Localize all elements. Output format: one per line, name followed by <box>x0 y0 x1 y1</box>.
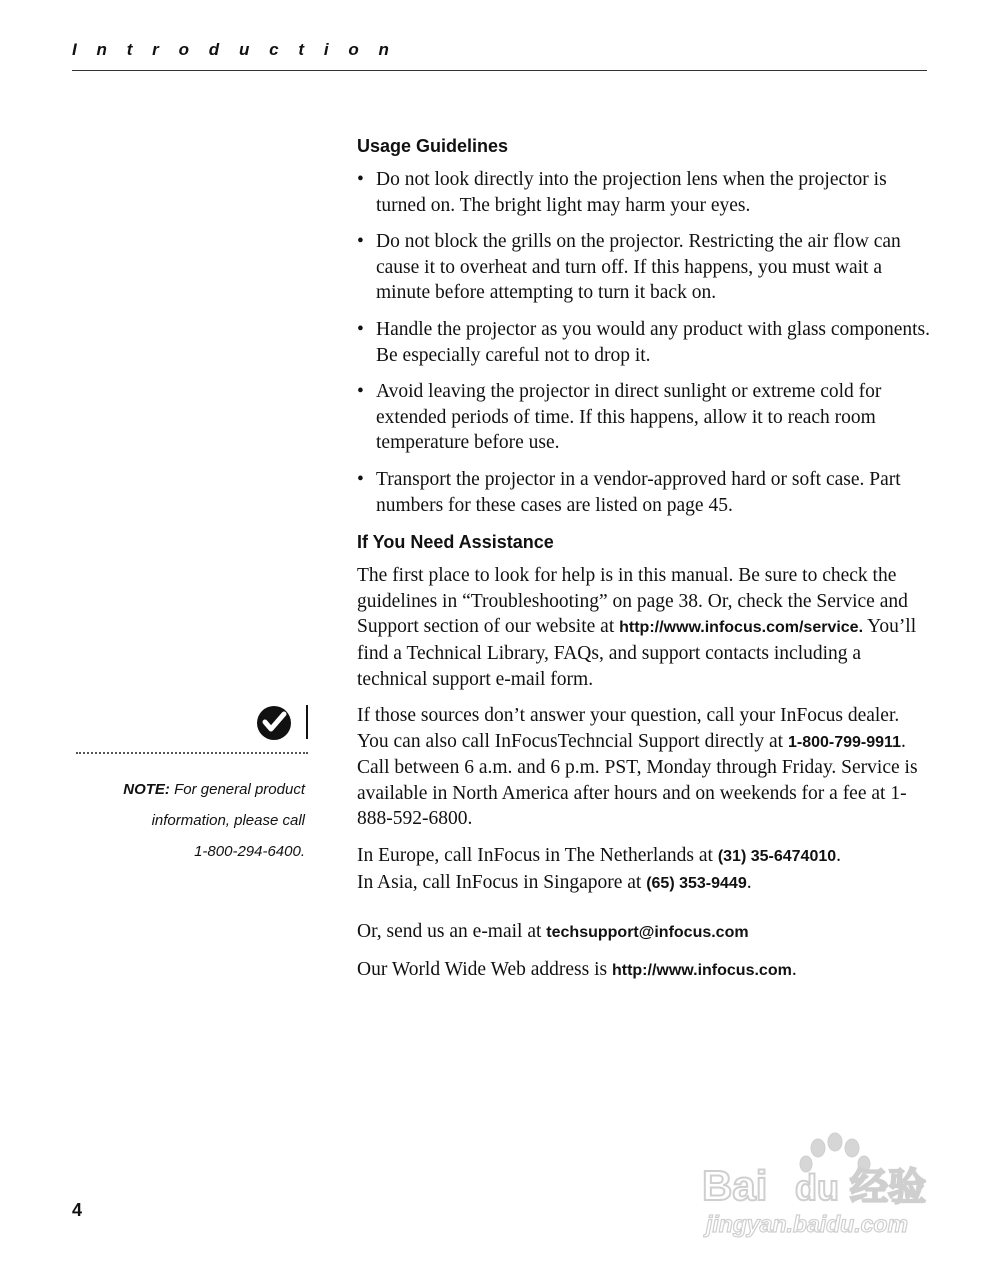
europe-text: In Europe, call InFocus in The Netherlands at <box>357 845 718 867</box>
paragraph-text: You’ll find a Technical Library, FAQs, and support contacts including a technical support e-mail form. <box>357 616 917 690</box>
note-checkmark-icon <box>256 705 292 741</box>
assistance-paragraph-email <box>357 919 932 946</box>
spacer <box>357 907 932 919</box>
note-bar-divider <box>306 705 308 739</box>
main-column <box>357 133 932 994</box>
service-url-link[interactable]: http://www.infocus.com/service. <box>619 619 864 637</box>
asia-phone: (65) 353-9449 <box>646 874 747 892</box>
page-number: 4 <box>72 1200 83 1220</box>
list-item <box>357 379 932 456</box>
asia-text: In Asia, call InFocus in Singapore at <box>357 871 647 893</box>
note-line-3: 1-800-294-6400. <box>194 843 305 860</box>
watermark-url: jingyan.baidu.com <box>706 1211 908 1237</box>
paragraph-text: . Call between 6 a.m. and 6 p.m. PST, Monday through Friday. Service is available in North America after hours and on weekends for a fee at 1-888-592-6800. <box>357 730 918 830</box>
bullet: • <box>357 169 364 190</box>
paragraph-text: Or, send us an e-mail at <box>357 921 547 943</box>
website-url-link[interactable]: http://www.infocus.com <box>611 961 792 979</box>
support-phone: 1-800-799-9911 <box>787 733 901 751</box>
europe-phone: (31) 35-6474010 <box>717 848 837 866</box>
punctuation: . <box>746 871 752 893</box>
list-item <box>357 317 932 368</box>
watermark-chinese: 经验 <box>850 1165 927 1209</box>
margin-note <box>76 774 305 867</box>
bullet: • <box>357 468 364 490</box>
list-item-text: Transport the projector in a vendor-approved hard or soft case. Part numbers for these cases are listed on page 45. <box>376 468 901 516</box>
note-line-2: information, please call <box>151 812 305 829</box>
list-item <box>357 167 932 218</box>
paragraph-text: The first place to look for help is in this manual. Be sure to check the guidelines in “Troubleshooting” on page 38. Or, check the Service and Support section of our website at <box>357 565 908 638</box>
assistance-paragraph-web <box>357 957 932 984</box>
bullet: • <box>357 231 364 253</box>
note-text: For general product <box>169 781 305 798</box>
watermark-brand-left: Bai <box>702 1162 768 1209</box>
bullet: • <box>357 318 364 340</box>
list-item-text: Handle the projector as you would any product with glass components. Be especially careful not to drop it. <box>376 318 931 366</box>
paragraph-text: If those sources don’t answer your question, call your InFocus dealer. You can also call InFocusTechncial Support directly at <box>357 705 900 752</box>
assistance-heading: If You Need Assistance <box>357 532 554 553</box>
list-item <box>357 467 932 518</box>
usage-guidelines-list <box>357 167 932 518</box>
paragraph-text: Our World Wide Web address is <box>357 958 612 980</box>
support-email-link[interactable]: techsupport@infocus.com <box>546 924 749 942</box>
punctuation: . <box>836 845 842 867</box>
assistance-paragraph-international <box>357 843 932 896</box>
note-label: NOTE: <box>123 781 170 798</box>
list-item <box>357 229 932 306</box>
usage-guidelines-heading: Usage Guidelines <box>357 136 509 156</box>
baidu-watermark <box>700 1128 945 1243</box>
note-line-1 <box>76 774 305 805</box>
list-item-text: Avoid leaving the projector in direct sunlight or extreme cold for extended periods of time. If this happens, allow it to reach room temperature before use. <box>376 381 882 454</box>
running-head: Introduction <box>72 40 409 59</box>
bullet: • <box>357 381 364 403</box>
list-item-text: Do not look directly into the projection lens when the projector is turned on. The bright light may harm your eyes. <box>376 169 887 216</box>
watermark-brand-right: du <box>795 1167 839 1208</box>
punctuation: . <box>791 958 797 980</box>
assistance-paragraph-manual <box>357 563 932 692</box>
assistance-paragraph-phone <box>357 703 932 832</box>
note-dotted-rule <box>76 752 308 754</box>
list-item-text: Do not block the grills on the projector. Restricting the air flow can cause it to overheat and turn off. If this happens, you must wait a minute before attempting to turn it back on. <box>376 231 901 304</box>
header-rule <box>72 70 927 71</box>
